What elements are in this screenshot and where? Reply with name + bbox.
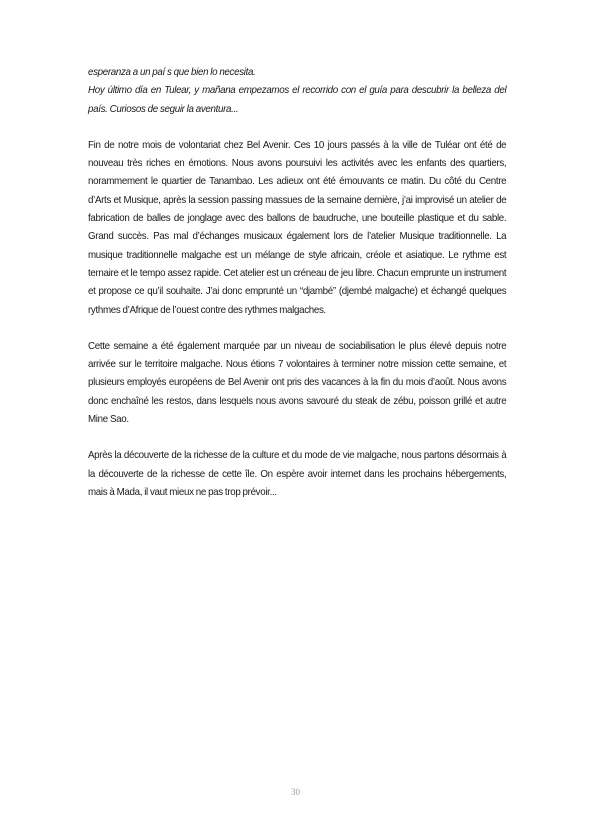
intro-line-2: Hoy último día en Tulear, y mañana empezamos el recorrido con el guía para descubrir la belleza del país. Curiosos de seguir la aventura... (88, 85, 507, 115)
paragraph-2: Cette semaine a été également marquée par un niveau de sociabilisation le plus élevé depuis notre arrivée sur le territoire malgache. Nous étions 7 volontaires à terminer notre mission cette semaine, et plusieurs employés européens de Bel Avenir ont pris des vacances à la fin du mois d’août. Nous avons donc enchaîné les restos, dans lesquels nous avons savouré du steak de zébu, poisson grillé et autre Mine Sao. (88, 340, 507, 426)
intro-line-1: esperanza a un paí s que bien lo necesita. (88, 67, 256, 78)
paragraph-1: Fin de notre mois de volontariat chez Bel Avenir. Ces 10 jours passés à la ville de Tuléar ont été de nouveau très riches en émotions. Nous avons poursuivi les activités avec les enfants des quartiers, norammement le quartier de Tanambao. Les adieux ont été émouvants ce matin. Du côté du Centre d’Arts et Musique, après la session passing massues de la semaine dernière, j’ai improvisé un atelier de fabrication de balles de jonglage avec des ballons de baudruche, une bouteille plastique et du sable. Grand succès. Pas mal d’échanges musicaux également lors de l’atelier Musique traditionnelle. La musique traditionnelle malgache est un mélange de style africain, créole et asiatique. Le rythme est ternaire et le tempo assez rapide. Cet atelier est un créneau de jeu libre. Chacun emprunte un instrument et propose ce qu’il souhaite. J’ai donc emprunté un “djambé” (djembé malgache) et échangé quelques rythmes d’Afrique de l’ouest contre des rythmes malgaches. (88, 139, 507, 316)
paragraph-3: Après la découverte de la richesse de la culture et du mode de vie malgache, nous partons désormais à la découverte de la richesse de cette île. On espère avoir internet dans les prochains hébergements, mais à Mada, il vaut mieux ne pas trop prévoir... (88, 450, 507, 498)
page-number: 30 (291, 787, 300, 797)
body-text (88, 64, 506, 502)
spanish-intro (88, 64, 506, 119)
